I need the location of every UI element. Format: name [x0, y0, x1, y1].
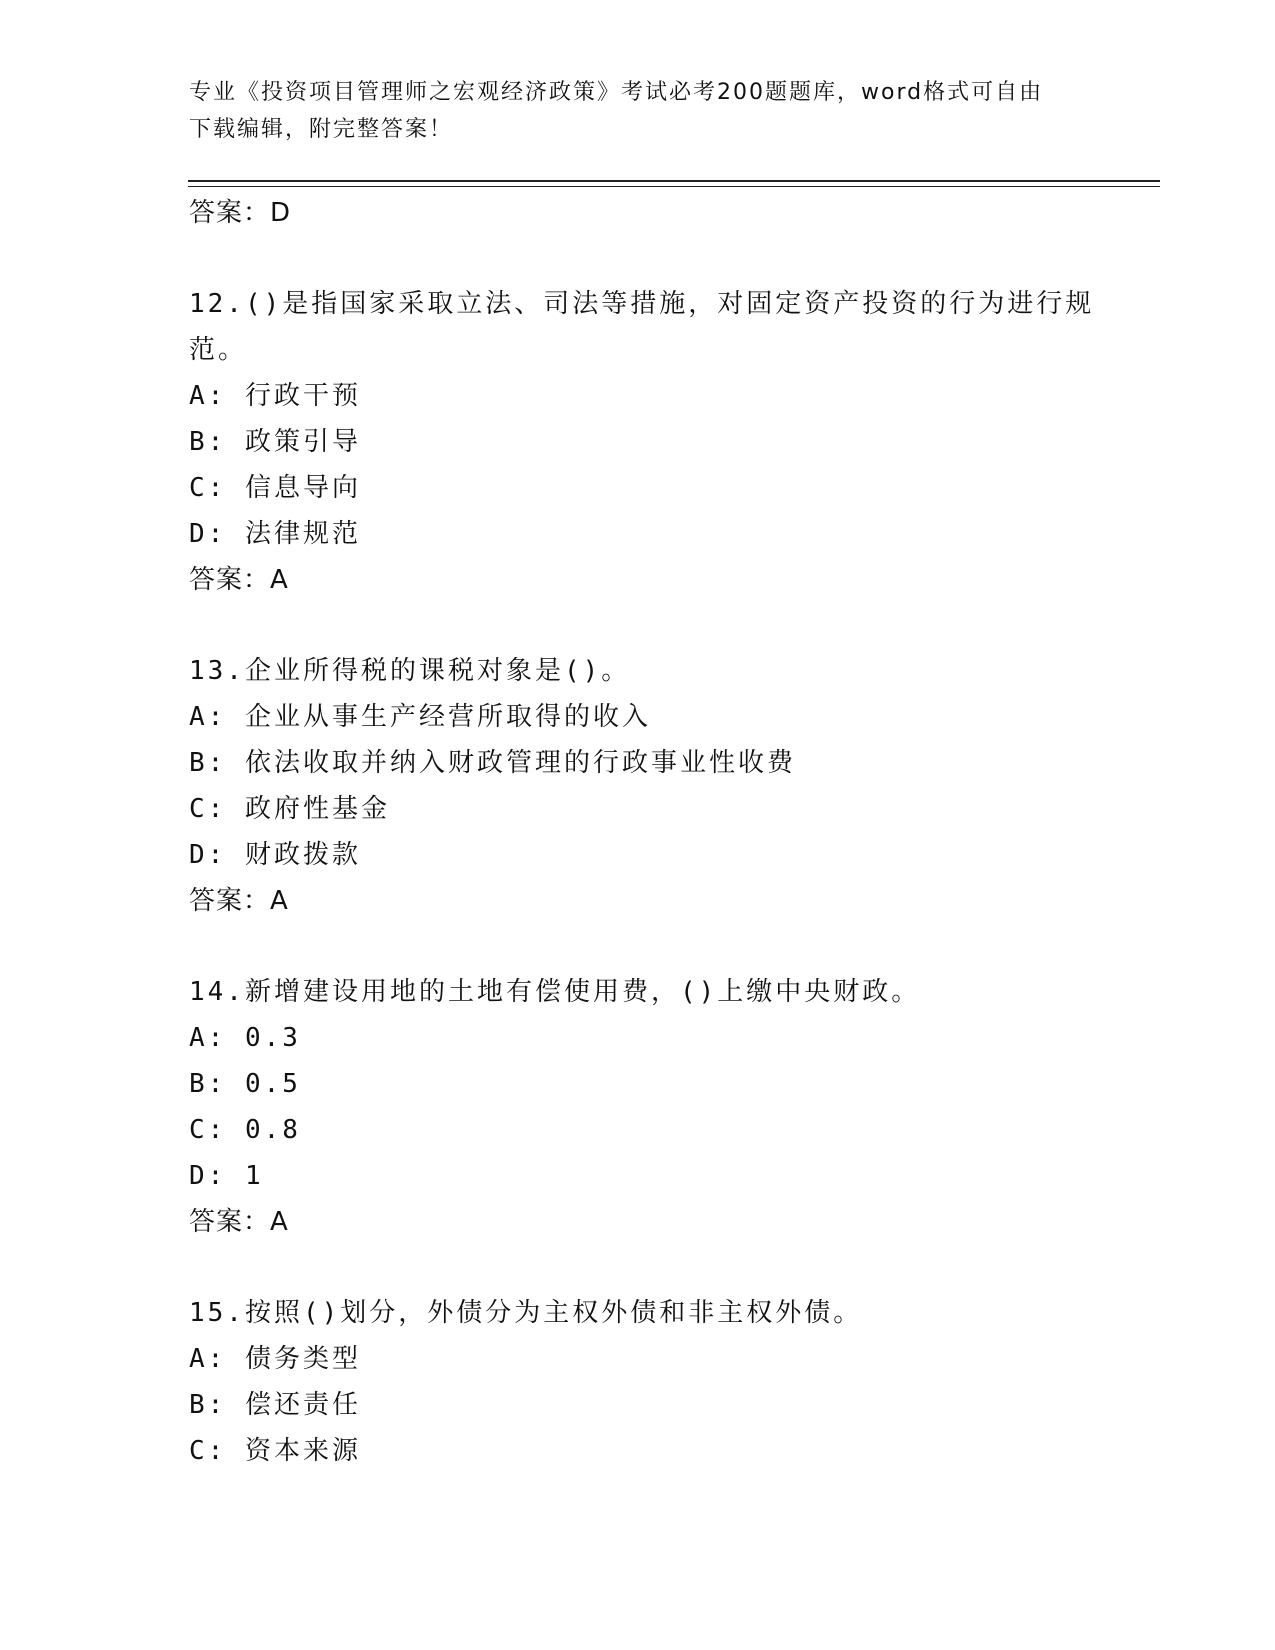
question-stem [189, 1290, 1089, 1336]
option-a: A: 债务类型 [189, 1344, 361, 1374]
header-divider-thin [188, 186, 1160, 187]
question-text: ()是指国家采取立法、司法等措施，对固定资产投资的行为进行规 [244, 289, 1095, 319]
question-stem [189, 648, 1089, 694]
question-14 [189, 969, 1089, 1245]
spacer [189, 236, 1089, 281]
question-text: 新增建设用地的土地有偿使用费，()上缴中央财政。 [244, 977, 921, 1007]
question-text: 按照()划分，外债分为主权外债和非主权外债。 [244, 1298, 863, 1328]
question-text: 企业所得税的课税对象是()。 [244, 656, 631, 686]
option-d: D: 1 [189, 1161, 264, 1191]
header-line-2: 下载编辑，附完整答案！ [189, 117, 454, 142]
spacer [189, 603, 1089, 648]
option-a: A: 行政干预 [189, 381, 361, 411]
question-number: 13. [189, 656, 245, 686]
question-stem [189, 281, 1095, 327]
question-number: 15. [189, 1298, 245, 1328]
option-d: D: 财政拨款 [189, 840, 361, 870]
answer: 答案：A [189, 1207, 289, 1237]
spacer [189, 924, 1089, 969]
answer-11: 答案：D [189, 198, 292, 228]
option-c: C: 0.8 [189, 1115, 301, 1145]
option-b: B: 偿还责任 [189, 1390, 361, 1420]
question-15 [189, 1290, 1089, 1474]
option-a: A: 企业从事生产经营所取得的收入 [189, 702, 651, 732]
option-c: C: 资本来源 [189, 1436, 361, 1466]
spacer [189, 1245, 1089, 1290]
question-stem [189, 969, 1089, 1015]
header-divider-thick [188, 180, 1160, 182]
option-b: B: 依法收取并纳入财政管理的行政事业性收费 [189, 748, 796, 778]
option-b: B: 0.5 [189, 1069, 301, 1099]
question-number: 12. [189, 289, 245, 319]
option-d: D: 法律规范 [189, 519, 361, 549]
option-c: C: 政府性基金 [189, 794, 390, 824]
option-b: B: 政策引导 [189, 427, 361, 457]
answer: 答案：A [189, 565, 289, 595]
document-header [189, 74, 1089, 148]
question-text-continued: 范。 [189, 335, 248, 365]
question-12 [189, 281, 1095, 603]
header-line-1: 专业《投资项目管理师之宏观经济政策》考试必考200题题库，word格式可自由 [189, 80, 1044, 105]
answer: 答案：A [189, 886, 289, 916]
question-list [189, 190, 1095, 1474]
question-number: 14. [189, 977, 245, 1007]
option-c: C: 信息导向 [189, 473, 361, 503]
question-13 [189, 648, 1089, 924]
option-a: A: 0.3 [189, 1023, 301, 1053]
